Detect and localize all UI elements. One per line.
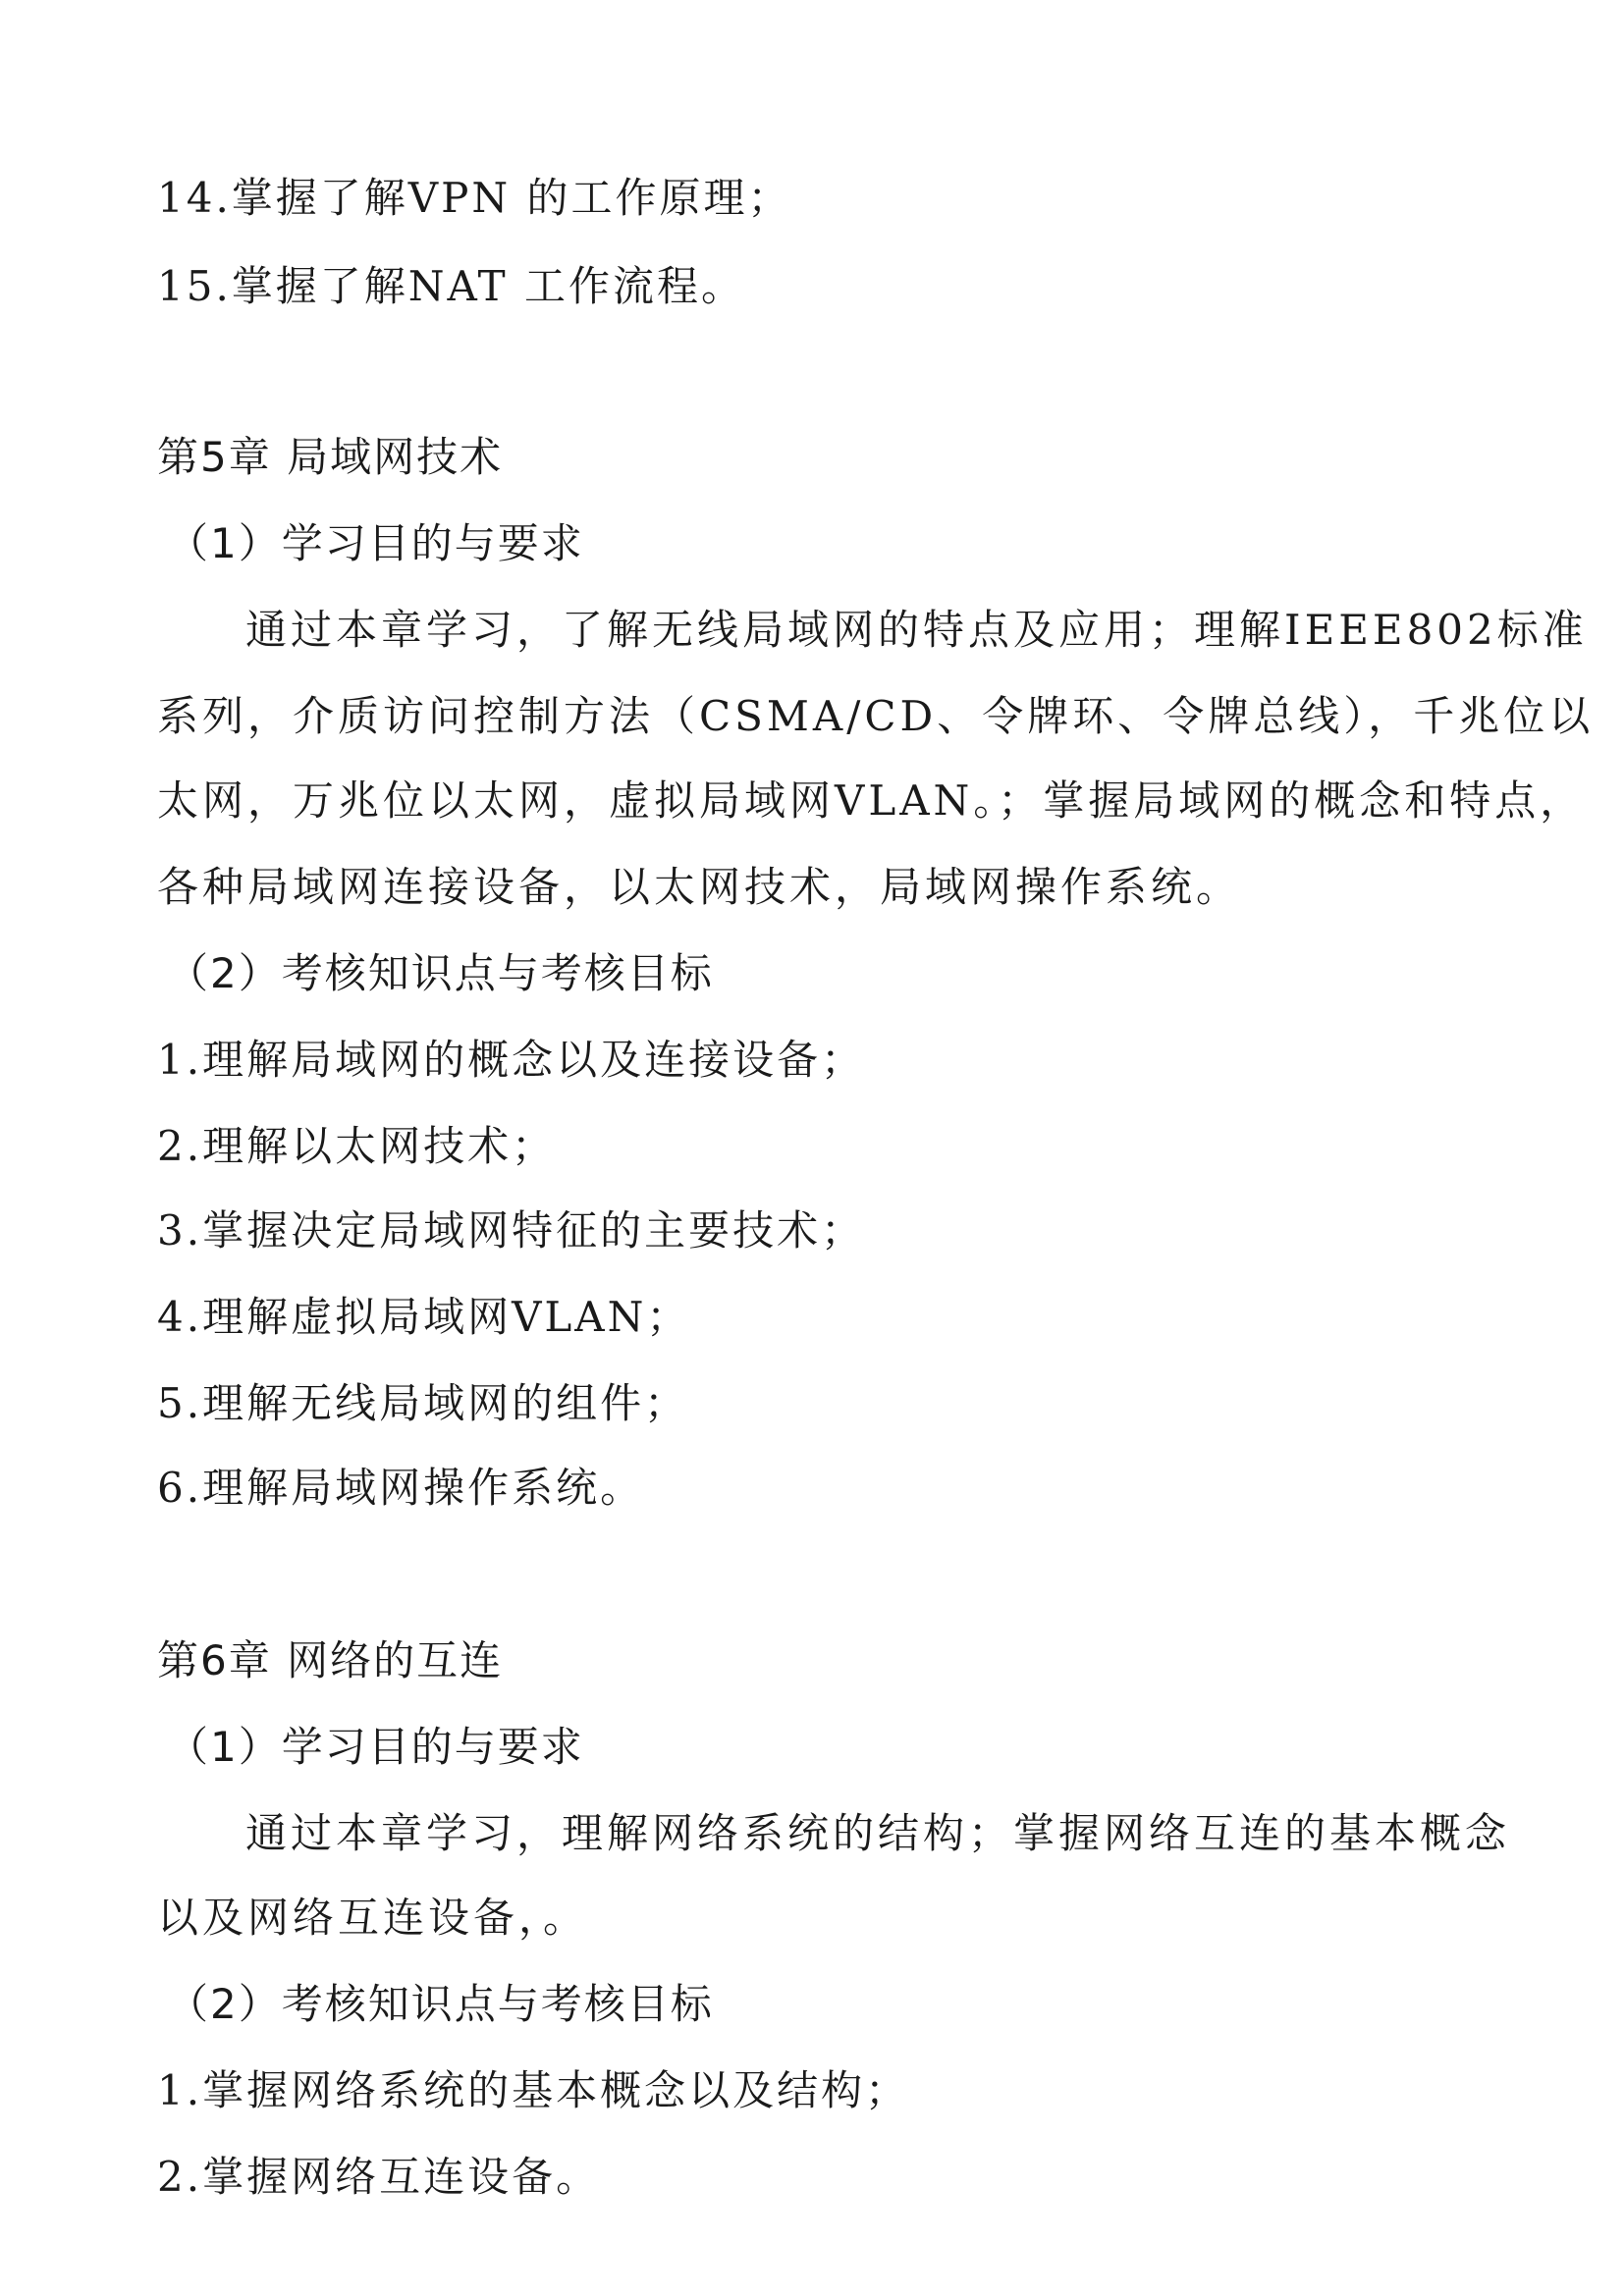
chapter-6-assess-heading: （2）考核知识点与考核目标 xyxy=(167,1980,714,2028)
list-item: 5.理解无线局域网的组件； xyxy=(157,1379,689,1427)
chapter-5-title: 第5章 局域网技术 xyxy=(157,433,504,481)
chapter-6-goal-text: 以及网络互连设备，。 xyxy=(157,1894,589,1942)
list-item: 4.理解虚拟局域网VLAN； xyxy=(157,1293,691,1341)
chapter-6-goal-text: 通过本章学习，理解网络系统的结构；掌握网络互连的基本概念 xyxy=(245,1809,1511,1857)
list-item: 6.理解局域网操作系统。 xyxy=(157,1464,645,1512)
chapter-5-goal-heading: （1）学习目的与要求 xyxy=(167,519,584,567)
chapter-6-title: 第6章 网络的互连 xyxy=(157,1636,504,1684)
list-item: 1.掌握网络系统的基本概念以及结构； xyxy=(157,2066,910,2114)
chapter-5-goal-text: 系列，介质访问控制方法（CSMA/CD、令牌环、令牌总线），千兆位以 xyxy=(157,692,1595,740)
chapter-5-goal-text: 通过本章学习，了解无线局域网的特点及应用；理解IEEE802标准 xyxy=(245,606,1588,654)
list-item: 1.理解局域网的概念以及连接设备； xyxy=(157,1036,866,1084)
list-item: 3.掌握决定局域网特征的主要技术； xyxy=(157,1206,866,1255)
list-item: 15.掌握了解NAT 工作流程。 xyxy=(157,262,745,310)
chapter-5-goal-text: 各种局域网连接设备，以太网技术，局域网操作系统。 xyxy=(157,863,1242,911)
chapter-5-assess-heading: （2）考核知识点与考核目标 xyxy=(167,949,714,997)
list-item: 2.掌握网络互连设备。 xyxy=(157,2153,601,2201)
chapter-6-goal-heading: （1）学习目的与要求 xyxy=(167,1723,584,1771)
chapter-5-goal-text: 太网，万兆位以太网，虚拟局域网VLAN。；掌握局域网的概念和特点， xyxy=(157,776,1586,825)
list-item: 14.掌握了解VPN 的工作原理； xyxy=(157,174,792,222)
list-item: 2.理解以太网技术； xyxy=(157,1122,557,1170)
